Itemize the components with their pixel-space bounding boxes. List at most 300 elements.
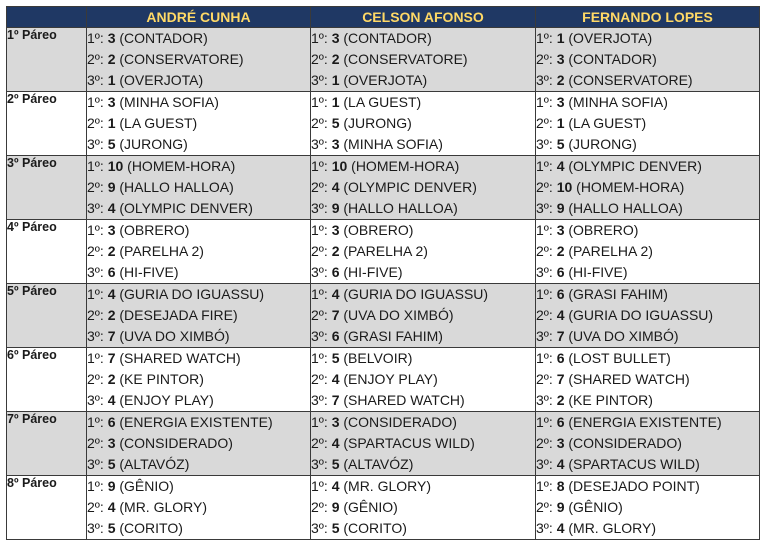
pick-line: [87, 241, 310, 262]
horse-name: (HOMEM-HORA): [127, 158, 236, 174]
horse-name: (CONSIDERADO): [568, 435, 682, 451]
horse-name: (ENERGIA EXISTENTE): [568, 414, 722, 430]
pick-cell: [311, 348, 536, 412]
horse-number: 6: [107, 264, 116, 280]
horse-number: 3: [331, 30, 340, 46]
race-label: 6º Páreo: [7, 348, 87, 412]
pick-line: [536, 70, 759, 91]
column-header-fernando-lopes: FERNANDO LOPES: [536, 7, 760, 28]
finish-position: 1º:: [311, 222, 328, 238]
horse-name: (HALLO HALLOA): [343, 200, 458, 216]
pick-line: [311, 305, 535, 326]
column-header-andre-cunha: ANDRÉ CUNHA: [87, 7, 311, 28]
pick-line: [311, 134, 535, 155]
horse-number: 2: [331, 243, 340, 259]
horse-name: (PARELHA 2): [568, 243, 653, 259]
horse-name: (OVERJOTA): [568, 30, 653, 46]
finish-position: 1º:: [536, 158, 553, 174]
finish-position: 3º:: [536, 200, 553, 216]
pick-line: [536, 177, 759, 198]
horse-name: (GRASI FAHIM): [568, 286, 668, 302]
table-row: [7, 348, 760, 412]
horse-number: 6: [556, 264, 565, 280]
horse-name: (HI-FIVE): [119, 264, 179, 280]
pick-line: [311, 177, 535, 198]
pick-line: [311, 70, 535, 91]
header-corner: [7, 7, 87, 28]
horse-number: 3: [556, 435, 565, 451]
pick-cell: [536, 476, 760, 540]
horse-number: 3: [556, 51, 565, 67]
pick-line: [87, 113, 310, 134]
pick-cell: [311, 156, 536, 220]
pick-cell: [311, 220, 536, 284]
horse-name: (HALLO HALLOA): [568, 200, 683, 216]
horse-number: 2: [556, 243, 565, 259]
horse-name: (HOMEM-HORA): [576, 179, 685, 195]
finish-position: 2º:: [87, 179, 104, 195]
finish-position: 1º:: [536, 350, 553, 366]
horse-name: (ALTAVÓZ): [119, 456, 190, 472]
finish-position: 1º:: [87, 286, 104, 302]
pick-line: [87, 134, 310, 155]
horse-number: 6: [331, 264, 340, 280]
horse-number: 9: [556, 499, 565, 515]
horse-name: (MINHA SOFIA): [568, 94, 668, 110]
pick-line: [87, 412, 310, 433]
pick-cell: [536, 412, 760, 476]
horse-name: (OLYMPIC DENVER): [119, 200, 253, 216]
horse-number: 2: [107, 51, 116, 67]
horse-name: (CONTADOR): [119, 30, 208, 46]
horse-name: (CORITO): [119, 520, 183, 536]
horse-name: (PARELHA 2): [343, 243, 428, 259]
finish-position: 1º:: [311, 158, 328, 174]
horse-name: (GURIA DO IGUASSU): [343, 286, 489, 302]
pick-line: [311, 369, 535, 390]
pick-cell: [87, 348, 311, 412]
pick-line: [311, 433, 535, 454]
horse-name: (UVA DO XIMBÓ): [343, 307, 454, 323]
finish-position: 2º:: [536, 371, 553, 387]
horse-number: 3: [331, 222, 340, 238]
horse-number: 2: [107, 307, 116, 323]
horse-number: 6: [556, 414, 565, 430]
finish-position: 3º:: [87, 456, 104, 472]
finish-position: 3º:: [311, 328, 328, 344]
pick-line: [536, 198, 759, 219]
pick-cell: [311, 284, 536, 348]
finish-position: 2º:: [87, 243, 104, 259]
finish-position: 3º:: [311, 136, 328, 152]
horse-name: (LA GUEST): [568, 115, 647, 131]
finish-position: 3º:: [536, 392, 553, 408]
pick-line: [311, 241, 535, 262]
horse-number: 7: [107, 350, 116, 366]
pick-line: [536, 518, 759, 539]
horse-name: (OBRERO): [343, 222, 414, 238]
finish-position: 2º:: [536, 435, 553, 451]
horse-name: (MR. GLORY): [343, 478, 432, 494]
pick-line: [536, 390, 759, 411]
finish-position: 1º:: [87, 478, 104, 494]
pick-cell: [311, 92, 536, 156]
pick-line: [87, 454, 310, 475]
horse-name: (GURIA DO IGUASSU): [568, 307, 714, 323]
horse-number: 6: [556, 350, 565, 366]
horse-number: 4: [331, 435, 340, 451]
pick-line: [87, 433, 310, 454]
horse-number: 3: [556, 94, 565, 110]
horse-number: 7: [556, 371, 565, 387]
pick-line: [536, 49, 759, 70]
horse-number: 9: [331, 499, 340, 515]
pick-cell: [536, 220, 760, 284]
pick-line: [536, 476, 759, 497]
pick-line: [87, 177, 310, 198]
pick-line: [536, 28, 759, 49]
horse-name: (DESEJADO POINT): [568, 478, 700, 494]
horse-number: 5: [107, 520, 116, 536]
pick-line: [87, 28, 310, 49]
horse-name: (CONTADOR): [568, 51, 657, 67]
race-label: 7º Páreo: [7, 412, 87, 476]
horse-name: (HI-FIVE): [343, 264, 403, 280]
horse-name: (HOMEM-HORA): [351, 158, 460, 174]
horse-name: (ALTAVÓZ): [343, 456, 414, 472]
horse-name: (MR. GLORY): [119, 499, 208, 515]
finish-position: 2º:: [87, 51, 104, 67]
horse-name: (MINHA SOFIA): [343, 136, 443, 152]
pick-line: [87, 220, 310, 241]
horse-number: 1: [331, 94, 340, 110]
finish-position: 1º:: [311, 478, 328, 494]
horse-number: 1: [107, 72, 116, 88]
pick-line: [311, 49, 535, 70]
finish-position: 1º:: [536, 286, 553, 302]
horse-number: 7: [331, 392, 340, 408]
horse-number: 3: [107, 435, 116, 451]
pick-cell: [87, 156, 311, 220]
finish-position: 2º:: [311, 435, 328, 451]
finish-position: 1º:: [87, 30, 104, 46]
horse-number: 4: [331, 286, 340, 302]
horse-number: 5: [331, 456, 340, 472]
header-row: [7, 7, 760, 28]
finish-position: 3º:: [536, 264, 553, 280]
finish-position: 3º:: [536, 136, 553, 152]
finish-position: 3º:: [311, 456, 328, 472]
finish-position: 2º:: [87, 115, 104, 131]
finish-position: 3º:: [311, 72, 328, 88]
horse-name: (SPARTACUS WILD): [568, 456, 700, 472]
finish-position: 1º:: [311, 30, 328, 46]
table-row: [7, 476, 760, 540]
horse-number: 4: [331, 371, 340, 387]
horse-name: (BELVOIR): [343, 350, 413, 366]
pick-line: [87, 262, 310, 283]
finish-position: 3º:: [87, 72, 104, 88]
horse-number: 2: [107, 371, 116, 387]
pick-line: [536, 262, 759, 283]
pick-cell: [87, 412, 311, 476]
finish-position: 3º:: [87, 264, 104, 280]
pick-line: [536, 348, 759, 369]
finish-position: 3º:: [87, 328, 104, 344]
pick-line: [87, 156, 310, 177]
finish-position: 1º:: [536, 414, 553, 430]
finish-position: 3º:: [536, 520, 553, 536]
horse-number: 3: [107, 222, 116, 238]
horse-name: (ENJOY PLAY): [119, 392, 214, 408]
pick-line: [311, 390, 535, 411]
finish-position: 1º:: [87, 350, 104, 366]
pick-line: [311, 262, 535, 283]
horse-name: (UVA DO XIMBÓ): [568, 328, 679, 344]
pick-line: [311, 198, 535, 219]
table-row: [7, 92, 760, 156]
horse-name: (LA GUEST): [119, 115, 198, 131]
table-row: [7, 156, 760, 220]
finish-position: 2º:: [311, 371, 328, 387]
horse-number: 7: [331, 307, 340, 323]
finish-position: 2º:: [311, 179, 328, 195]
horse-name: (SPARTACUS WILD): [343, 435, 475, 451]
finish-position: 2º:: [536, 499, 553, 515]
pick-cell: [311, 28, 536, 92]
horse-name: (PARELHA 2): [119, 243, 204, 259]
finish-position: 1º:: [311, 286, 328, 302]
pick-line: [536, 92, 759, 113]
pick-line: [87, 497, 310, 518]
finish-position: 1º:: [87, 414, 104, 430]
horse-number: 4: [556, 158, 565, 174]
horse-number: 2: [331, 51, 340, 67]
horse-name: (KE PINTOR): [568, 392, 653, 408]
horse-name: (OBRERO): [119, 222, 190, 238]
pick-cell: [536, 156, 760, 220]
finish-position: 3º:: [87, 136, 104, 152]
horse-number: 4: [556, 520, 565, 536]
horse-name: (JURONG): [343, 115, 412, 131]
pick-line: [87, 348, 310, 369]
horse-name: (CONSERVATORE): [119, 51, 244, 67]
horse-name: (SHARED WATCH): [343, 392, 465, 408]
pick-line: [536, 326, 759, 347]
pick-line: [311, 220, 535, 241]
horse-name: (CONSERVATORE): [343, 51, 468, 67]
pick-line: [311, 28, 535, 49]
finish-position: 2º:: [87, 371, 104, 387]
horse-name: (GURIA DO IGUASSU): [119, 286, 265, 302]
horse-number: 5: [331, 520, 340, 536]
pick-line: [87, 305, 310, 326]
race-label: 4º Páreo: [7, 220, 87, 284]
finish-position: 2º:: [536, 51, 553, 67]
finish-position: 1º:: [536, 478, 553, 494]
race-label: 8º Páreo: [7, 476, 87, 540]
finish-position: 2º:: [311, 51, 328, 67]
pick-line: [87, 92, 310, 113]
pick-line: [536, 241, 759, 262]
pick-cell: [87, 284, 311, 348]
pick-line: [87, 198, 310, 219]
table-row: [7, 220, 760, 284]
finish-position: 1º:: [87, 94, 104, 110]
pick-line: [311, 326, 535, 347]
horse-number: 9: [107, 478, 116, 494]
finish-position: 1º:: [536, 94, 553, 110]
pick-line: [311, 412, 535, 433]
pick-line: [536, 156, 759, 177]
pick-line: [536, 113, 759, 134]
horse-name: (SHARED WATCH): [568, 371, 690, 387]
pick-cell: [87, 220, 311, 284]
pick-line: [311, 284, 535, 305]
pick-line: [311, 454, 535, 475]
finish-position: 3º:: [311, 200, 328, 216]
horse-number: 3: [331, 414, 340, 430]
horse-number: 10: [331, 158, 348, 174]
horse-name: (CONSIDERADO): [119, 435, 233, 451]
pick-line: [311, 518, 535, 539]
horse-number: 9: [331, 200, 340, 216]
horse-number: 5: [107, 136, 116, 152]
horse-number: 4: [331, 478, 340, 494]
pick-line: [536, 134, 759, 155]
pick-line: [311, 476, 535, 497]
horse-name: (OVERJOTA): [119, 72, 204, 88]
horse-number: 4: [107, 286, 116, 302]
horse-name: (MR. GLORY): [568, 520, 657, 536]
pick-cell: [536, 284, 760, 348]
horse-name: (ENJOY PLAY): [343, 371, 438, 387]
finish-position: 3º:: [311, 392, 328, 408]
pick-line: [536, 497, 759, 518]
finish-position: 3º:: [311, 520, 328, 536]
finish-position: 2º:: [311, 115, 328, 131]
horse-name: (MINHA SOFIA): [119, 94, 219, 110]
pick-line: [536, 369, 759, 390]
horse-name: (HI-FIVE): [568, 264, 628, 280]
table-row: [7, 284, 760, 348]
horse-number: 5: [331, 115, 340, 131]
horse-number: 5: [107, 456, 116, 472]
table-row: [7, 412, 760, 476]
finish-position: 3º:: [536, 72, 553, 88]
pick-line: [536, 220, 759, 241]
pick-line: [536, 412, 759, 433]
horse-number: 1: [107, 115, 116, 131]
pick-line: [311, 92, 535, 113]
pick-cell: [536, 348, 760, 412]
horse-name: (GÊNIO): [568, 499, 623, 515]
horse-name: (HALLO HALLOA): [119, 179, 234, 195]
horse-number: 2: [556, 72, 565, 88]
horse-number: 7: [107, 328, 116, 344]
horse-number: 5: [556, 136, 565, 152]
horse-number: 9: [556, 200, 565, 216]
horse-name: (OLYMPIC DENVER): [568, 158, 702, 174]
pick-line: [87, 390, 310, 411]
finish-position: 3º:: [87, 520, 104, 536]
finish-position: 2º:: [536, 243, 553, 259]
pick-line: [87, 518, 310, 539]
pick-line: [311, 497, 535, 518]
horse-name: (CONSIDERADO): [343, 414, 457, 430]
pick-cell: [311, 412, 536, 476]
horse-name: (GÊNIO): [119, 478, 174, 494]
table-row: [7, 28, 760, 92]
tips-table: [6, 6, 760, 540]
table-body: [7, 28, 760, 540]
pick-line: [87, 70, 310, 91]
race-label: 3º Páreo: [7, 156, 87, 220]
pick-cell: [87, 92, 311, 156]
horse-number: 10: [556, 179, 573, 195]
horse-number: 4: [107, 200, 116, 216]
finish-position: 1º:: [311, 414, 328, 430]
pick-cell: [536, 28, 760, 92]
horse-name: (CONSERVATORE): [568, 72, 693, 88]
race-label: 5º Páreo: [7, 284, 87, 348]
finish-position: 1º:: [536, 222, 553, 238]
horse-number: 7: [556, 328, 565, 344]
horse-name: (JURONG): [568, 136, 637, 152]
horse-number: 4: [107, 392, 116, 408]
horse-number: 8: [556, 478, 565, 494]
finish-position: 3º:: [311, 264, 328, 280]
horse-number: 3: [107, 30, 116, 46]
pick-line: [87, 284, 310, 305]
horse-number: 10: [107, 158, 124, 174]
pick-line: [87, 49, 310, 70]
horse-name: (DESEJADA FIRE): [119, 307, 238, 323]
finish-position: 1º:: [311, 350, 328, 366]
pick-line: [87, 369, 310, 390]
horse-name: (CORITO): [343, 520, 407, 536]
finish-position: 1º:: [536, 30, 553, 46]
horse-number: 5: [331, 350, 340, 366]
horse-number: 4: [331, 179, 340, 195]
horse-number: 1: [331, 72, 340, 88]
horse-number: 3: [107, 94, 116, 110]
finish-position: 2º:: [87, 307, 104, 323]
pick-cell: [87, 476, 311, 540]
horse-number: 3: [331, 136, 340, 152]
finish-position: 2º:: [311, 307, 328, 323]
pick-line: [536, 454, 759, 475]
finish-position: 2º:: [311, 243, 328, 259]
pick-cell: [311, 476, 536, 540]
pick-line: [536, 305, 759, 326]
horse-name: (LA GUEST): [343, 94, 422, 110]
horse-number: 6: [556, 286, 565, 302]
horse-name: (LOST BULLET): [568, 350, 671, 366]
horse-number: 6: [331, 328, 340, 344]
finish-position: 2º:: [87, 435, 104, 451]
horse-number: 4: [556, 307, 565, 323]
pick-line: [87, 326, 310, 347]
horse-name: (OBRERO): [568, 222, 639, 238]
race-label: 2º Páreo: [7, 92, 87, 156]
horse-name: (UVA DO XIMBÓ): [119, 328, 230, 344]
horse-name: (SHARED WATCH): [119, 350, 241, 366]
horse-number: 2: [107, 243, 116, 259]
horse-name: (GRASI FAHIM): [343, 328, 443, 344]
race-label: 1º Páreo: [7, 28, 87, 92]
finish-position: 2º:: [311, 499, 328, 515]
